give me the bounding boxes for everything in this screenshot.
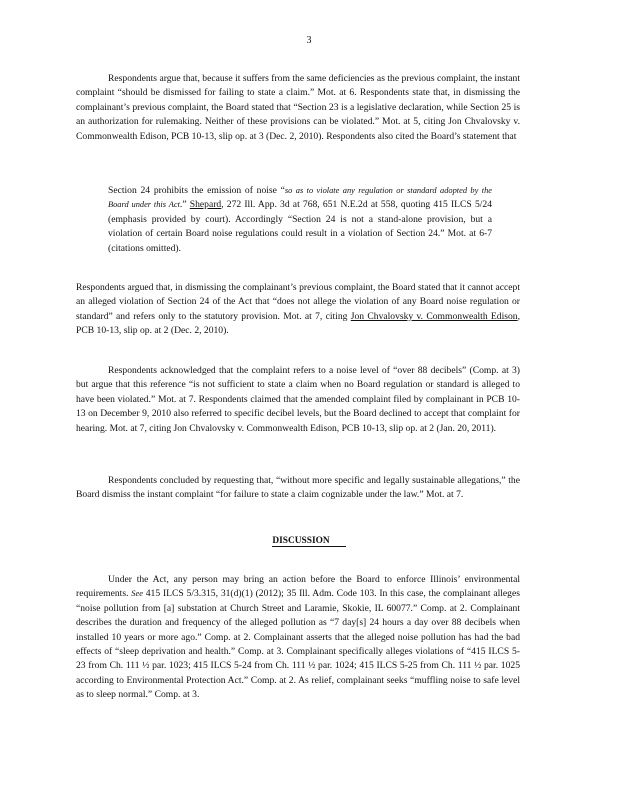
page-number: 3 xyxy=(306,35,312,46)
paragraph-respondents-concluded xyxy=(76,474,520,503)
case-citation-chvalovsky: Jon Chvalovsky v. Commonwealth Edison xyxy=(350,310,518,322)
paragraph-text-2: , PCB 10-13, slip op. at 2 (Dec. 2, 2010). xyxy=(76,310,520,337)
case-citation-shepard: Shepard xyxy=(189,199,222,211)
heading-text: DISCUSSION xyxy=(272,536,345,547)
discussion-heading xyxy=(0,534,618,548)
block-quote xyxy=(108,184,492,256)
paragraph-respondents-argued xyxy=(76,281,520,339)
quote-text-2: .” xyxy=(179,199,190,211)
paragraph-text-2: 415 ILCS 5/3.315, 31(d)(1) (2012); 35 Ill. Adm. Code 103. In this case, the complainant alleges “noise pollution from [a] substation at Church Street and Laramie, Skokie, IL 60077.” Comp. at 2. Complainant describes the duration and frequency of the alleged pollution as “7 day[s] 24 hours a day over 88 decibels when installed 10 years or more ago.” Comp. at 2. Complainant asserts that the alleged noise pollution has had the bad effects of “sleep deprivation and health.” Comp. at 3. Complainant specifically alleges violations of “415 ILCS 5-23 from Ch. 111 ½ par. 1023; 415 ILCS 5-24 from Ch. 111 ½ par. 1024; 415 ILCS 5-25 from Ch. 111 ½ par. 1025 according to Environmental Protection Act.” Comp. at 2. As relief, complainant seeks “muffling noise to safe level as to sleep normal.” Comp. at 3. xyxy=(76,588,520,701)
paragraph-text: Respondents argued that, in dismissing the complainant’s previous complaint, the Board stated that it cannot accept an alleged violation of Section 24 of the Act that “does not allege the violation of any Board noise regulation or standard” and refers only to the statutory provision. Mot. at 7, citing xyxy=(76,282,520,322)
paragraph-text: Respondents acknowledged that the complaint refers to a noise level of “over 88 decibels” (Comp. at 3) but argue that this reference “is not sufficient to state a claim when no Board regulation or standard is alleged to have been violated.” Mot. at 7. Respondents claimed that the amended complaint filed by complainant in PCB 10-13 on December 9, 2010 also referred to specific decibel levels, but the Board declined to accept that complaint for hearing. Mot. at 7, citing Jon Chvalovsky v. Commonwealth Edison, PCB 10-13, slip op. at 2 (Jan. 20, 2011). xyxy=(76,365,520,434)
paragraph-text: Respondents concluded by requesting that, “without more specific and legally sustainable allegations,” the Board dismiss the instant complaint “for failure to state a claim cognizable under the law.” Mot. at 7. xyxy=(76,475,520,501)
quote-text-3: , 272 Ill. App. 3d at 768, 651 N.E.2d at 558, quoting 415 ILCS 5/24 (emphasis provided by court). Accordingly “Section 24 is not a stand-alone provision, but a violation of certain Board noise regulations could result in a violation of Section 24.” Mot. at 6-7 (citations omitted). xyxy=(108,199,492,254)
paragraph-respondents-acknowledged xyxy=(76,364,520,436)
quote-italic-text: so as to violate any regulation or standard adopted by the Board under this Act xyxy=(108,186,492,210)
paragraph-respondents-argue xyxy=(76,72,520,144)
quote-text: Section 24 prohibits the emission of noise “ xyxy=(108,185,285,196)
paragraph-under-the-act xyxy=(76,573,520,703)
paragraph-text: Respondents argue that, because it suffers from the same deficiencies as the previous complaint, the instant complaint “should be dismissed for failing to state a claim.” Mot. at 6. Respondents state that, in dismissing the complainant’s previous complaint, the Board stated that “Section 23 is a legislative declaration, while Section 25 is an authorization for rulemaking. Neither of these provisions can be violated.” Mot. at 5, citing Jon Chvalovsky v. Commonwealth Edison, PCB 10-13, slip op. at 3 (Dec. 2, 2010). Respondents also cited the Board’s statement that xyxy=(76,73,520,142)
signal-see: See xyxy=(131,589,143,599)
paragraph-text: Under the Act, any person may bring an action before the Board to enforce Illinois’ environmental requirements. xyxy=(76,574,520,600)
